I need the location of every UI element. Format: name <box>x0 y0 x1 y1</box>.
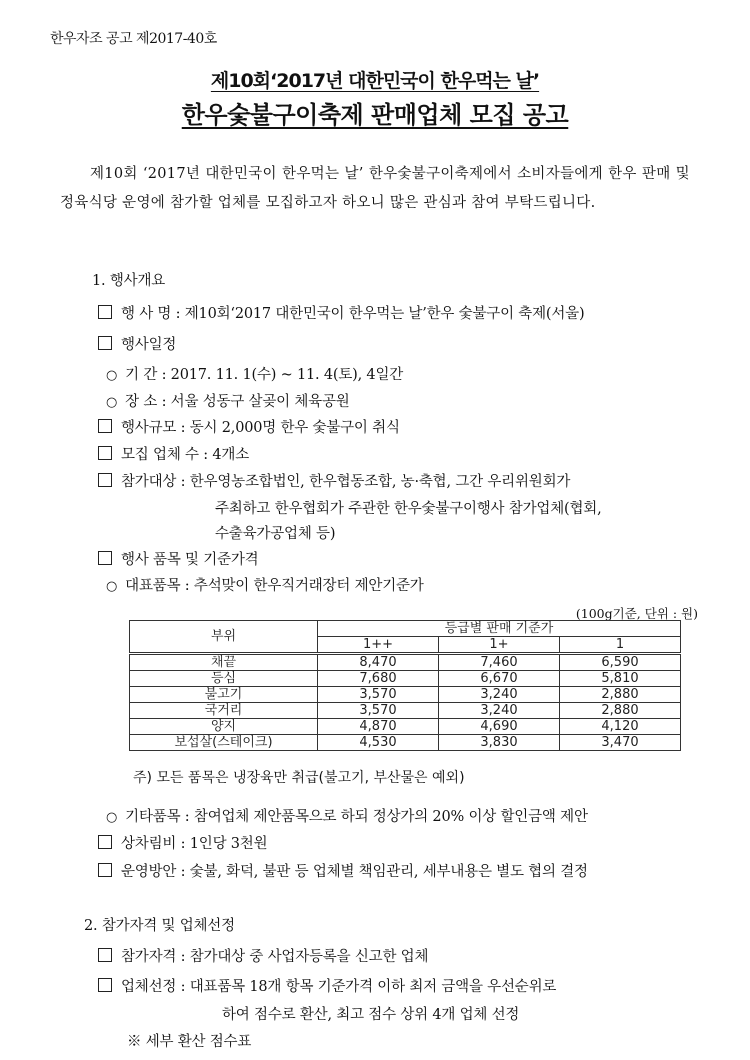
part-header: 부위 <box>130 621 318 654</box>
schedule-text: 행사일정 <box>121 337 177 353</box>
table-row <box>130 703 681 719</box>
title-line-1-text: 제10회‘2017년 대한민국이 한우먹는 날’ <box>210 70 540 92</box>
checkbox-square-icon <box>98 473 112 487</box>
circle-bullet-icon: ○ <box>106 395 118 410</box>
part-cell: 등심 <box>130 671 318 687</box>
other-items-text: 기타품목 : 참여업체 제안품목으로 하되 정상가의 20% 이상 할인금액 제안 <box>125 809 588 825</box>
price-table <box>129 620 681 751</box>
checkbox-square-icon <box>98 446 112 460</box>
period-text: 기 간 : 2017. 11. 1(수) ~ 11. 4(토), 4일간 <box>125 367 404 383</box>
circle-bullet-icon: ○ <box>106 368 118 383</box>
event-name-item <box>98 302 584 323</box>
price-cell: 3,570 <box>318 687 439 703</box>
eligible-item <box>98 470 570 491</box>
other-items-item <box>106 805 588 826</box>
title-line-2 <box>0 95 750 130</box>
part-cell: 보섭살(스테이크) <box>130 735 318 751</box>
grade-header: 1 <box>560 637 681 654</box>
main-items-text: 대표품목 : 추석맞이 한우직거래장터 제안기준가 <box>125 578 424 594</box>
score-note: ※ 세부 환산 점수표 <box>127 1034 252 1050</box>
price-cell: 4,530 <box>318 735 439 751</box>
grade-group-header: 등급별 판매 기준가 <box>318 621 681 637</box>
price-cell: 2,880 <box>560 687 681 703</box>
price-cell: 4,870 <box>318 719 439 735</box>
price-cell: 3,830 <box>439 735 560 751</box>
checkbox-square-icon <box>98 978 112 992</box>
price-cell: 6,670 <box>439 671 560 687</box>
items-heading-item <box>98 548 259 569</box>
scale-text: 행사규모 : 동시 2,000명 한우 숯불구이 취식 <box>121 420 400 436</box>
part-cell: 불고기 <box>130 687 318 703</box>
price-cell: 5,810 <box>560 671 681 687</box>
selection-item <box>98 975 556 996</box>
eligible-text-2: 주최하고 한우협회가 주관한 한우숯불구이행사 참가업체(협회, <box>215 501 602 517</box>
qualification-item <box>98 945 428 966</box>
operation-item <box>98 860 588 881</box>
section-2-heading: 2. 참가자격 및 업체선정 <box>84 918 235 934</box>
part-cell: 국거리 <box>130 703 318 719</box>
event-name-text: 행 사 명 : 제10회‘2017 대한민국이 한우먹는 날’한우 숯불구이 축제(서울) <box>121 306 585 322</box>
table-note: 주) 모든 품목은 냉장육만 취급(불고기, 부산물은 예외) <box>133 770 465 786</box>
circle-bullet-icon: ○ <box>106 579 118 594</box>
grade-header: 1++ <box>318 637 439 654</box>
intro-paragraph <box>60 160 690 218</box>
selection-text-1: 업체선정 : 대표품목 18개 항목 기준가격 이하 최저 금액을 우선순위로 <box>121 979 557 995</box>
scale-item <box>98 416 400 437</box>
intro-text: 제10회 ‘2017년 대한민국이 한우먹는 날’ 한우숯불구이축제에서 소비자들에게 한우 판매 및 정육식당 운영에 참가할 업체를 모집하고자 하오니 많은 관심과 참여 부탁드립니다. <box>60 166 690 211</box>
table-row <box>130 654 681 671</box>
setting-fee-text: 상차림비 : 1인당 3천원 <box>121 836 268 852</box>
eligible-text-3: 수출육가공업체 등) <box>215 526 336 542</box>
price-cell: 7,680 <box>318 671 439 687</box>
price-cell: 6,590 <box>560 654 681 671</box>
place-text: 장 소 : 서울 성동구 살곶이 체육공원 <box>125 394 350 410</box>
checkbox-square-icon <box>98 336 112 350</box>
grade-header: 1+ <box>439 637 560 654</box>
title-line-2-text: 한우숯불구이축제 판매업체 모집 공고 <box>181 101 569 129</box>
checkbox-square-icon <box>98 551 112 565</box>
qualification-text: 참가자격 : 참가대상 중 사업자등록을 신고한 업체 <box>121 949 429 965</box>
price-cell: 3,570 <box>318 703 439 719</box>
vendor-count-text: 모집 업체 수 : 4개소 <box>121 447 249 463</box>
checkbox-square-icon <box>98 948 112 962</box>
selection-text-2: 하여 점수로 환산, 최고 점수 상위 4개 업체 선정 <box>222 1007 520 1023</box>
price-cell: 8,470 <box>318 654 439 671</box>
table-row <box>130 687 681 703</box>
table-row <box>130 735 681 751</box>
document-number: 한우자조 공고 제2017-40호 <box>50 31 217 47</box>
price-cell: 3,240 <box>439 687 560 703</box>
part-cell: 채끝 <box>130 654 318 671</box>
circle-bullet-icon: ○ <box>106 810 118 825</box>
price-cell: 4,690 <box>439 719 560 735</box>
checkbox-square-icon <box>98 863 112 877</box>
table-row <box>130 719 681 735</box>
checkbox-square-icon <box>98 835 112 849</box>
checkbox-square-icon <box>98 305 112 319</box>
eligible-text-1: 참가대상 : 한우영농조합법인, 한우협동조합, 농·축협, 그간 우리위원회가 <box>121 474 571 490</box>
items-heading-text: 행사 품목 및 기준가격 <box>121 552 259 568</box>
part-cell: 양지 <box>130 719 318 735</box>
vendor-count-item <box>98 443 249 464</box>
setting-fee-item <box>98 832 267 853</box>
place-item <box>106 390 350 411</box>
operation-text: 운영방안 : 숯불, 화덕, 불판 등 업체별 책임관리, 세부내용은 별도 협의 결정 <box>121 864 588 880</box>
period-item <box>106 363 403 384</box>
table-row <box>130 671 681 687</box>
price-cell: 7,460 <box>439 654 560 671</box>
section-1-heading: 1. 행사개요 <box>92 273 166 289</box>
price-cell: 4,120 <box>560 719 681 735</box>
price-cell: 3,240 <box>439 703 560 719</box>
main-items-item <box>106 574 424 595</box>
price-cell: 2,880 <box>560 703 681 719</box>
unit-note: (100g기준, 단위 : 원) <box>575 606 698 621</box>
checkbox-square-icon <box>98 419 112 433</box>
title-line-1 <box>0 66 750 93</box>
schedule-item <box>98 333 176 354</box>
price-cell: 3,470 <box>560 735 681 751</box>
